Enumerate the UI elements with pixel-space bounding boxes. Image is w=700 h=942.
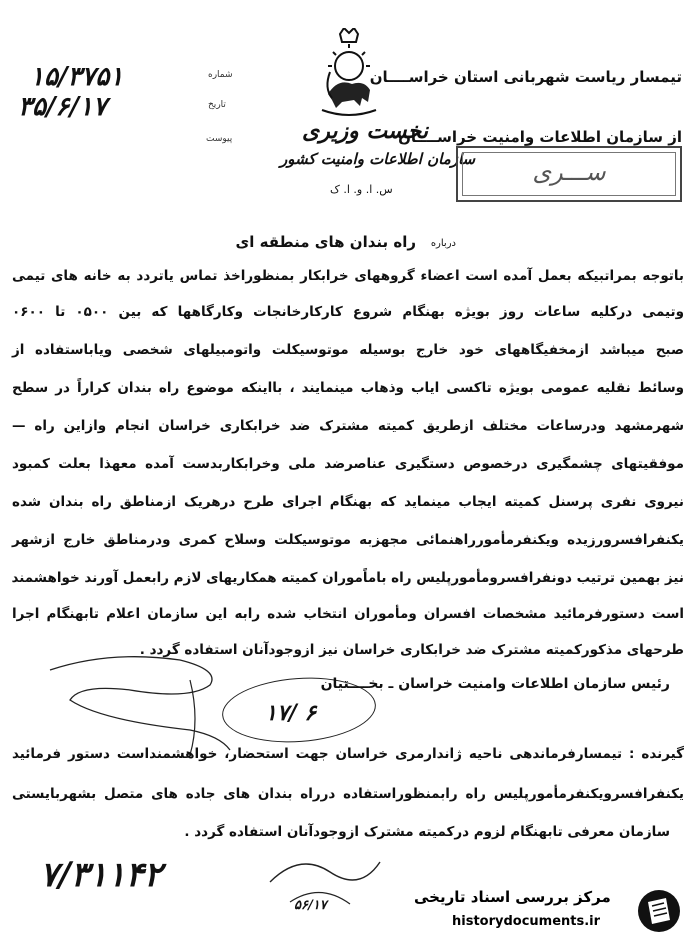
- body-line: است دستورفرمائید مشخصات افسران ومأموران انتخاب شده رابه این سازمان اعلام تابهنگام اجرا: [12, 606, 684, 622]
- number-label: شماره: [208, 70, 233, 80]
- letter-number: ۱۵/۳۷۵۱: [30, 62, 124, 92]
- letter-date: ۳۵/۶/۱۷: [18, 92, 107, 122]
- addressee-title: تیمسار ریاست شهربانی استان خراســــان: [369, 68, 682, 86]
- signer-line: رئیس سازمان اطلاعات وامنیت خراسان ـ بخــــتیان: [320, 676, 670, 692]
- cc-line: سازمان معرفی تابهنگام لزوم درکمیته مشترک ازوجودآنان استفاده گردد .: [184, 824, 670, 840]
- body-line: موفقیتهای چشمگیری درخصوص دستگیری عناصرضد ملی وخرابکاربدست آمده معهذا بعلت کمبود: [12, 456, 684, 472]
- bottom-handwritten-date: ۵۶/۱۷: [294, 898, 327, 913]
- body-line: وتیمی درکلیه ساعات روز بویژه بهنگام شروع کارکارخانجات وکارگاهها که بین ۰۵۰۰ تا ۰۶۰۰: [12, 304, 684, 320]
- watermark-url: historydocuments.ir: [452, 914, 601, 929]
- body-line: شهرمشهد ودرساعات مختلف ازطریق کمیته مشترک ضد خرابکاری خراسان انجام وازاین راه —: [12, 418, 684, 434]
- subject-label: درباره: [430, 238, 456, 249]
- body-line: صبح میباشد ازمخفیگاههای خود خارج بوسیله موتوسیکلت واتومبیلهای شخصی ویاباستفاده از: [12, 342, 684, 358]
- subject-value: راه بندان های منطقه ای: [235, 233, 416, 251]
- date-label: تاریخ: [208, 100, 226, 110]
- archive-logo-icon: [636, 888, 682, 934]
- signature-date: ۱۷/ ۶: [265, 700, 317, 726]
- sender-line: از سازمان اطلاعات وامنیت خراســــان: [398, 128, 682, 146]
- cc-line: یکنفرافسرویکنفرمأمورپلیس راه رابمنظوراستفاده درراه بندان های جاده های متصل بشهربایستی: [12, 786, 684, 802]
- bottom-handwritten-number: ۷/۳۱۱۴۲: [40, 855, 162, 895]
- body-line: وسائط نقلیه عمومی بویژه تاکسی ایاب وذهاب مینمایند ، بااینکه موضوع راه بندان کراراً در سطح: [12, 380, 684, 396]
- body-line: طرحهای مذکورکمیته مشترک ضد خرابکاری خراسان نیز ازوجودآنان استفاده گردد .: [139, 642, 684, 658]
- classification-stamp: ســـری: [532, 158, 606, 186]
- handwritten-signature-icon: [40, 640, 240, 760]
- cc-line: گیرنده : تیمسارفرماندهی ناحیه ژاندارمری خراسان جهت استحضار، خواهشمنداست دستور فرمائید: [12, 746, 684, 762]
- watermark-text: مرکز بررسی اسناد تاریخی: [414, 888, 611, 906]
- attachment-label: پیوست: [206, 134, 233, 144]
- organization-code: س. ا. و. ا. ک: [330, 183, 393, 196]
- organization-name: سازمان اطلاعات وامنیت کشور: [280, 150, 476, 168]
- body-line: نیروی نفری پرسنل کمیته ایجاب مینماید که بهنگام اجرای طرح درهریک ازمناطق راه بندان شده: [12, 494, 684, 510]
- ministry-name: نخست وزیری: [302, 118, 428, 144]
- body-line: باتوجه بمراتبیکه بعمل آمده است اعضاء گروههای خرابکار بمنظوراخذ تماس یاتردد به خانه های تیمی: [12, 268, 684, 284]
- body-line: یکنفرافسرورزیده ویکنفرمأمورراهنمائی مجهزبه موتوسیکلت وسلاح کمری ودرمناطق خارج ازشهر: [12, 532, 684, 548]
- body-line: نیز بهمین ترتیب دونفرافسرومأمورپلیس راه باماًموران کمیته همکاریهای لازم رابعمل آورند خواهشمند: [11, 570, 684, 586]
- classification-box: [456, 146, 682, 202]
